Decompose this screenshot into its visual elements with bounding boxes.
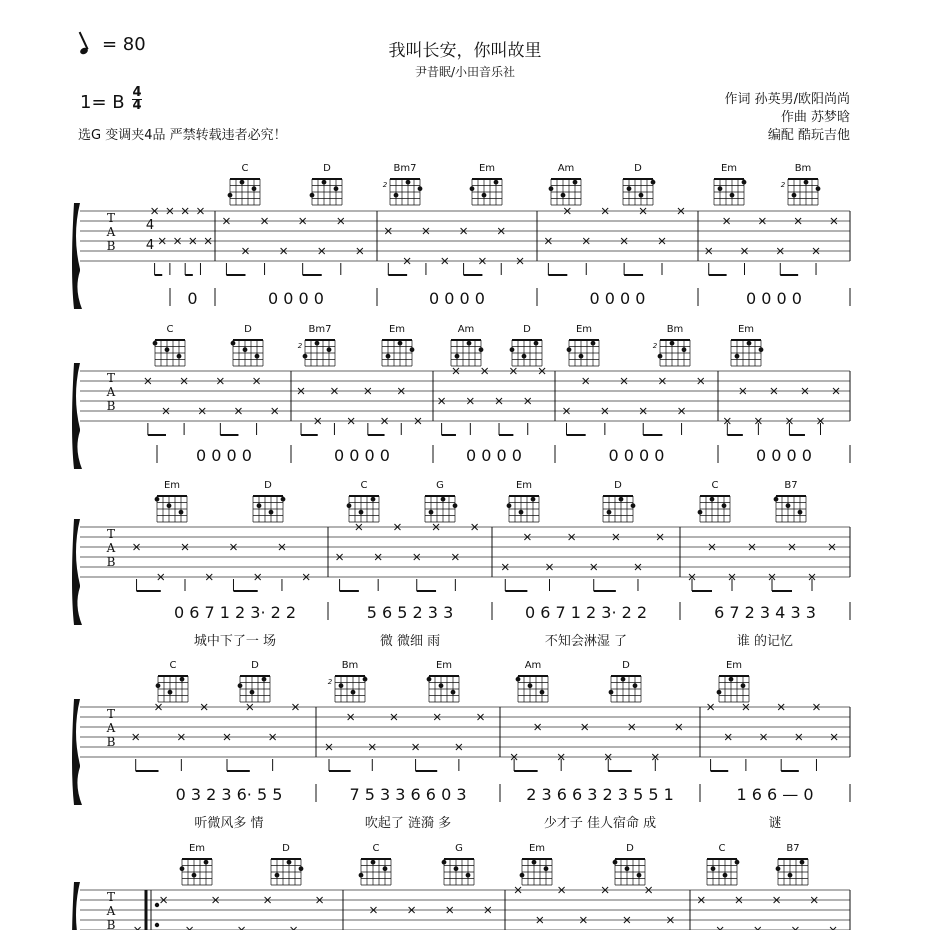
chord-finger-dot bbox=[240, 180, 245, 185]
chord-finger-dot bbox=[786, 503, 791, 508]
chord-finger-dot bbox=[418, 186, 423, 191]
chord-finger-dot bbox=[621, 677, 626, 682]
chord-finger-dot bbox=[816, 186, 821, 191]
chord-finger-dot bbox=[394, 193, 399, 198]
chord-finger-dot bbox=[327, 347, 332, 352]
chord-name: D bbox=[622, 660, 630, 671]
chord-diagram-c bbox=[156, 660, 188, 702]
chord-finger-dot bbox=[180, 866, 185, 871]
arranger: 编配 酷玩吉他 bbox=[767, 128, 850, 143]
chord-diagram-c bbox=[347, 480, 379, 522]
chord-finger-dot bbox=[723, 873, 728, 878]
chord-finger-dot bbox=[561, 193, 566, 198]
lyric-line: 不知会淋湿 了 bbox=[544, 634, 628, 649]
chord-name: C bbox=[711, 480, 719, 491]
chord-finger-dot bbox=[339, 683, 344, 688]
numbered-notation-measure: 0 0 0 0 bbox=[756, 446, 812, 465]
lyricist: 作词 孙英男/欧阳尚尚 bbox=[724, 92, 850, 107]
chord-fret-number: 2 bbox=[780, 181, 786, 189]
chord-diagram-d bbox=[613, 843, 645, 885]
numbered-notation-measure: 5 6 5 2 3 3 bbox=[366, 603, 454, 622]
chord-finger-dot bbox=[631, 503, 636, 508]
chord-finger-dot bbox=[516, 677, 521, 682]
chord-finger-dot bbox=[567, 347, 572, 352]
chord-finger-dot bbox=[619, 497, 624, 502]
chord-finger-dot bbox=[192, 873, 197, 878]
chord-diagram-d bbox=[510, 324, 542, 366]
repeat-dot bbox=[155, 903, 159, 907]
chord-diagram-em bbox=[520, 843, 552, 885]
chord-finger-dot bbox=[228, 193, 233, 198]
tab-clef-letter: A bbox=[106, 721, 116, 735]
chord-diagram-b7 bbox=[774, 480, 806, 522]
chord-finger-dot bbox=[759, 347, 764, 352]
chord-finger-dot bbox=[179, 510, 184, 515]
chord-finger-dot bbox=[466, 873, 471, 878]
chord-finger-dot bbox=[532, 860, 537, 865]
chord-finger-dot bbox=[479, 347, 484, 352]
chord-name: Bm bbox=[666, 324, 684, 335]
chord-finger-dot bbox=[383, 866, 388, 871]
chord-name: G bbox=[436, 480, 444, 491]
chord-finger-dot bbox=[156, 683, 161, 688]
chord-finger-dot bbox=[651, 180, 656, 185]
chord-name: C bbox=[718, 843, 726, 854]
chord-diagram-d bbox=[231, 324, 263, 366]
chord-diagram-am bbox=[549, 163, 581, 205]
chord-name: Em bbox=[478, 163, 496, 174]
chord-diagram-c bbox=[707, 843, 739, 885]
chord-finger-dot bbox=[573, 180, 578, 185]
numbered-notation-measure: 0 0 0 0 bbox=[268, 289, 324, 308]
chord-name: D bbox=[264, 480, 272, 491]
chord-finger-dot bbox=[167, 503, 172, 508]
chord-name: Em bbox=[388, 324, 406, 335]
system-brace-icon bbox=[72, 519, 82, 625]
chord-finger-dot bbox=[451, 690, 456, 695]
tab-clef-letter: T bbox=[106, 890, 116, 904]
chord-finger-dot bbox=[168, 690, 173, 695]
tab-clef-letter: B bbox=[106, 399, 116, 413]
chord-fret-number: 2 bbox=[297, 342, 303, 350]
chord-finger-dot bbox=[528, 683, 533, 688]
chord-diagram-c bbox=[153, 324, 185, 366]
system-5 bbox=[72, 843, 850, 930]
chord-finger-dot bbox=[658, 354, 663, 359]
chord-finger-dot bbox=[519, 510, 524, 515]
composer: 作曲 苏梦晗 bbox=[780, 110, 850, 125]
numbered-notation-measure: 0 0 0 0 bbox=[196, 446, 252, 465]
chord-finger-dot bbox=[238, 683, 243, 688]
chord-finger-dot bbox=[255, 354, 260, 359]
chord-finger-dot bbox=[637, 873, 642, 878]
chord-name: D bbox=[634, 163, 642, 174]
chord-name: D bbox=[323, 163, 331, 174]
chord-name: D bbox=[614, 480, 622, 491]
chord-diagram-em bbox=[567, 324, 599, 366]
chord-finger-dot bbox=[544, 866, 549, 871]
chord-diagram-bm bbox=[653, 324, 690, 366]
system-brace-icon bbox=[72, 882, 82, 930]
chord-diagram-em bbox=[717, 660, 749, 702]
numbered-notation-measure: 0 0 0 0 bbox=[466, 446, 522, 465]
chord-name: Em bbox=[737, 324, 755, 335]
chord-finger-dot bbox=[522, 354, 527, 359]
chord-finger-dot bbox=[250, 690, 255, 695]
song-artist: 尹昔眠/小田音乐社 bbox=[414, 65, 516, 79]
lyric-line: 城中下了一 场 bbox=[193, 634, 277, 649]
numbered-notation-measure: 0 0 0 0 bbox=[334, 446, 390, 465]
chord-finger-dot bbox=[180, 677, 185, 682]
chord-finger-dot bbox=[347, 503, 352, 508]
chord-finger-dot bbox=[359, 873, 364, 878]
numbered-notation-measure: 6 7 2 3 4 3 3 bbox=[714, 603, 816, 622]
system-brace-icon bbox=[72, 203, 82, 309]
tab-clef-letter: T bbox=[106, 527, 116, 541]
chord-diagram-b7 bbox=[776, 843, 808, 885]
chord-name: C bbox=[372, 843, 380, 854]
system-2 bbox=[72, 324, 850, 469]
chord-finger-dot bbox=[439, 683, 444, 688]
chord-fret-number: 2 bbox=[382, 181, 388, 189]
chord-finger-dot bbox=[204, 860, 209, 865]
chord-name: Am bbox=[524, 660, 542, 671]
chord-diagram-g bbox=[425, 480, 457, 522]
lyric-line: 微 微细 雨 bbox=[379, 634, 441, 649]
chord-finger-dot bbox=[410, 347, 415, 352]
chord-finger-dot bbox=[262, 677, 267, 682]
chord-finger-dot bbox=[579, 354, 584, 359]
chord-finger-dot bbox=[231, 341, 236, 346]
tab-clef-letter: A bbox=[106, 385, 116, 399]
chord-diagram-d bbox=[271, 843, 303, 885]
chord-name: Bm7 bbox=[308, 324, 332, 335]
chord-diagram-c bbox=[698, 480, 730, 522]
repeat-dot bbox=[155, 923, 159, 927]
chord-finger-dot bbox=[682, 347, 687, 352]
tab-clef-letter: A bbox=[106, 225, 116, 239]
chord-diagram-bm7 bbox=[298, 324, 335, 366]
chord-finger-dot bbox=[730, 193, 735, 198]
chord-name: Em bbox=[163, 480, 181, 491]
tab-clef-letter: T bbox=[106, 707, 116, 721]
chord-finger-dot bbox=[453, 503, 458, 508]
chord-finger-dot bbox=[299, 866, 304, 871]
chord-name: C bbox=[360, 480, 368, 491]
chord-fret-number: 2 bbox=[652, 342, 658, 350]
system-4 bbox=[72, 660, 850, 805]
chord-finger-dot bbox=[540, 690, 545, 695]
chord-finger-dot bbox=[429, 510, 434, 515]
chord-name: Em bbox=[515, 480, 533, 491]
chord-finger-dot bbox=[467, 341, 472, 346]
chord-finger-dot bbox=[788, 873, 793, 878]
chord-name: C bbox=[166, 324, 174, 335]
chord-finger-dot bbox=[670, 341, 675, 346]
tab-clef-letter: B bbox=[106, 555, 116, 569]
chord-name: Bm7 bbox=[393, 163, 417, 174]
chord-diagram-bm bbox=[781, 163, 821, 205]
lyric-line: 听微风多 情 bbox=[194, 816, 264, 831]
time-sig-bottom: 4 bbox=[132, 98, 142, 113]
key-signature: 1= B bbox=[80, 92, 125, 113]
chord-finger-dot bbox=[371, 860, 376, 865]
chord-name: D bbox=[626, 843, 634, 854]
numbered-notation-measure: 1 6 6 — 0 bbox=[736, 785, 814, 804]
time-sig-top: 4 bbox=[132, 85, 142, 100]
numbered-notation-measure: 0 6 7 1 2 3· 2 2 bbox=[524, 603, 648, 622]
chord-fret-number: 2 bbox=[327, 678, 333, 686]
chord-finger-dot bbox=[609, 690, 614, 695]
chord-diagram-em bbox=[382, 324, 414, 366]
chord-name: Em bbox=[188, 843, 206, 854]
chord-name: Em bbox=[435, 660, 453, 671]
lyric-line: 少才子 佳人宿命 成 bbox=[543, 816, 657, 831]
capo-note: 选G 变调夹4品 严禁转载违者必究！ bbox=[78, 128, 287, 143]
chord-finger-dot bbox=[742, 180, 747, 185]
chord-finger-dot bbox=[549, 186, 554, 191]
chord-finger-dot bbox=[334, 186, 339, 191]
chord-finger-dot bbox=[800, 860, 805, 865]
chord-diagram-em bbox=[731, 324, 763, 366]
chord-name: D bbox=[244, 324, 252, 335]
chord-finger-dot bbox=[269, 510, 274, 515]
chord-finger-dot bbox=[371, 497, 376, 502]
chord-name: D bbox=[282, 843, 290, 854]
chord-diagram-em bbox=[155, 480, 187, 522]
chord-diagram-g bbox=[442, 843, 474, 885]
numbered-notation-measure: 2 3 6 6 3 2 3 5 5 1 bbox=[526, 785, 674, 804]
chord-finger-dot bbox=[633, 683, 638, 688]
chord-name: Em bbox=[575, 324, 593, 335]
chord-name: Em bbox=[725, 660, 743, 671]
chord-finger-dot bbox=[776, 866, 781, 871]
chord-finger-dot bbox=[287, 860, 292, 865]
numbered-notation-measure: 0 0 0 0 bbox=[429, 289, 485, 308]
chord-finger-dot bbox=[322, 180, 327, 185]
chord-finger-dot bbox=[482, 193, 487, 198]
chord-name: Em bbox=[720, 163, 738, 174]
chord-finger-dot bbox=[398, 341, 403, 346]
system-1 bbox=[72, 163, 850, 309]
chord-name: G bbox=[455, 843, 463, 854]
chord-finger-dot bbox=[406, 180, 411, 185]
chord-finger-dot bbox=[639, 193, 644, 198]
chord-finger-dot bbox=[153, 341, 158, 346]
tab-clef-letter: A bbox=[106, 904, 116, 918]
chord-finger-dot bbox=[741, 683, 746, 688]
tab-clef-letter: T bbox=[106, 371, 116, 385]
chord-diagram-am bbox=[516, 660, 548, 702]
chord-name: Am bbox=[457, 324, 475, 335]
tab-clef-letter: B bbox=[106, 735, 116, 749]
tab-clef-letter: B bbox=[106, 239, 116, 253]
chord-diagram-c bbox=[228, 163, 260, 205]
chord-finger-dot bbox=[710, 497, 715, 502]
chord-diagram-d bbox=[310, 163, 342, 205]
chord-name: B7 bbox=[784, 480, 798, 491]
chord-finger-dot bbox=[625, 866, 630, 871]
chord-finger-dot bbox=[155, 497, 160, 502]
chord-finger-dot bbox=[442, 860, 447, 865]
chord-finger-dot bbox=[613, 860, 618, 865]
chord-name: D bbox=[523, 324, 531, 335]
chord-finger-dot bbox=[494, 180, 499, 185]
chord-finger-dot bbox=[747, 341, 752, 346]
lyric-line: 谁 的记忆 bbox=[736, 634, 794, 649]
chord-name: Am bbox=[557, 163, 575, 174]
tab-time-sig-bottom: 4 bbox=[145, 238, 155, 253]
chord-diagram-em bbox=[714, 163, 746, 205]
chord-finger-dot bbox=[359, 510, 364, 515]
chord-diagram-em bbox=[180, 843, 212, 885]
chord-finger-dot bbox=[275, 873, 280, 878]
tab-clef-letter: T bbox=[106, 211, 116, 225]
chord-finger-dot bbox=[804, 180, 809, 185]
chord-finger-dot bbox=[470, 186, 475, 191]
chord-diagram-em bbox=[507, 480, 539, 522]
chord-finger-dot bbox=[441, 497, 446, 502]
numbered-notation-measure: 7 5 3 3 6 6 0 3 bbox=[349, 785, 467, 804]
chord-finger-dot bbox=[735, 860, 740, 865]
numbered-notation-measure: 0 bbox=[187, 289, 198, 308]
chord-finger-dot bbox=[177, 354, 182, 359]
chord-name: C bbox=[169, 660, 177, 671]
chord-finger-dot bbox=[507, 503, 512, 508]
tab-clef-letter: A bbox=[106, 541, 116, 555]
chord-finger-dot bbox=[281, 497, 286, 502]
chord-diagram-d bbox=[609, 660, 641, 702]
chord-diagram-em bbox=[470, 163, 502, 205]
chord-finger-dot bbox=[534, 341, 539, 346]
chord-finger-dot bbox=[455, 354, 460, 359]
chord-finger-dot bbox=[454, 866, 459, 871]
numbered-notation-measure: 0 3 2 3 6· 5 5 bbox=[175, 785, 283, 804]
chord-finger-dot bbox=[252, 186, 257, 191]
chord-name: Em bbox=[528, 843, 546, 854]
chord-finger-dot bbox=[729, 677, 734, 682]
chord-finger-dot bbox=[711, 866, 716, 871]
chord-finger-dot bbox=[351, 690, 356, 695]
chord-diagram-bm bbox=[328, 660, 368, 702]
tab-time-sig-top: 4 bbox=[145, 218, 155, 233]
chord-finger-dot bbox=[735, 354, 740, 359]
song-title: 我叫长安，你叫故里 bbox=[388, 41, 542, 61]
system-brace-icon bbox=[72, 699, 82, 805]
chord-diagram-d bbox=[603, 480, 635, 522]
chord-diagram-am bbox=[451, 324, 483, 366]
chord-finger-dot bbox=[591, 341, 596, 346]
chord-diagram-bm7 bbox=[383, 163, 423, 205]
chord-finger-dot bbox=[315, 341, 320, 346]
chord-finger-dot bbox=[386, 354, 391, 359]
chord-name: C bbox=[241, 163, 249, 174]
numbered-notation-measure: 0 0 0 0 bbox=[746, 289, 802, 308]
chord-finger-dot bbox=[427, 677, 432, 682]
chord-diagram-d bbox=[623, 163, 655, 205]
chord-finger-dot bbox=[627, 186, 632, 191]
chord-finger-dot bbox=[243, 347, 248, 352]
lyric-line: 谜 bbox=[768, 816, 782, 831]
chord-finger-dot bbox=[698, 510, 703, 515]
chord-finger-dot bbox=[165, 347, 170, 352]
numbered-notation-measure: 0 0 0 0 bbox=[589, 289, 646, 308]
system-brace-icon bbox=[72, 363, 82, 469]
chord-name: B7 bbox=[786, 843, 800, 854]
chord-finger-dot bbox=[718, 186, 723, 191]
chord-finger-dot bbox=[363, 677, 368, 682]
chord-finger-dot bbox=[798, 510, 803, 515]
chord-finger-dot bbox=[792, 193, 797, 198]
chord-finger-dot bbox=[520, 873, 525, 878]
chord-finger-dot bbox=[774, 497, 779, 502]
chord-finger-dot bbox=[717, 690, 722, 695]
chord-name: D bbox=[251, 660, 259, 671]
tempo-value: = 80 bbox=[102, 34, 146, 55]
chord-finger-dot bbox=[607, 510, 612, 515]
chord-name: Bm bbox=[341, 660, 359, 671]
chord-name: Bm bbox=[794, 163, 812, 174]
lyric-line: 吹起了 涟漪 多 bbox=[364, 816, 452, 831]
chord-finger-dot bbox=[303, 354, 308, 359]
chord-finger-dot bbox=[531, 497, 536, 502]
chord-finger-dot bbox=[310, 193, 315, 198]
chord-diagram-d bbox=[238, 660, 270, 702]
numbered-notation-measure: 0 0 0 0 bbox=[608, 446, 665, 465]
chord-diagram-c bbox=[359, 843, 391, 885]
chord-diagram-em bbox=[427, 660, 459, 702]
chord-finger-dot bbox=[510, 347, 515, 352]
chord-diagram-d bbox=[253, 480, 285, 522]
numbered-notation-measure: 0 6 7 1 2 3· 2 2 bbox=[173, 603, 297, 622]
chord-finger-dot bbox=[257, 503, 262, 508]
tab-clef-letter: B bbox=[106, 918, 116, 930]
chord-finger-dot bbox=[722, 503, 727, 508]
